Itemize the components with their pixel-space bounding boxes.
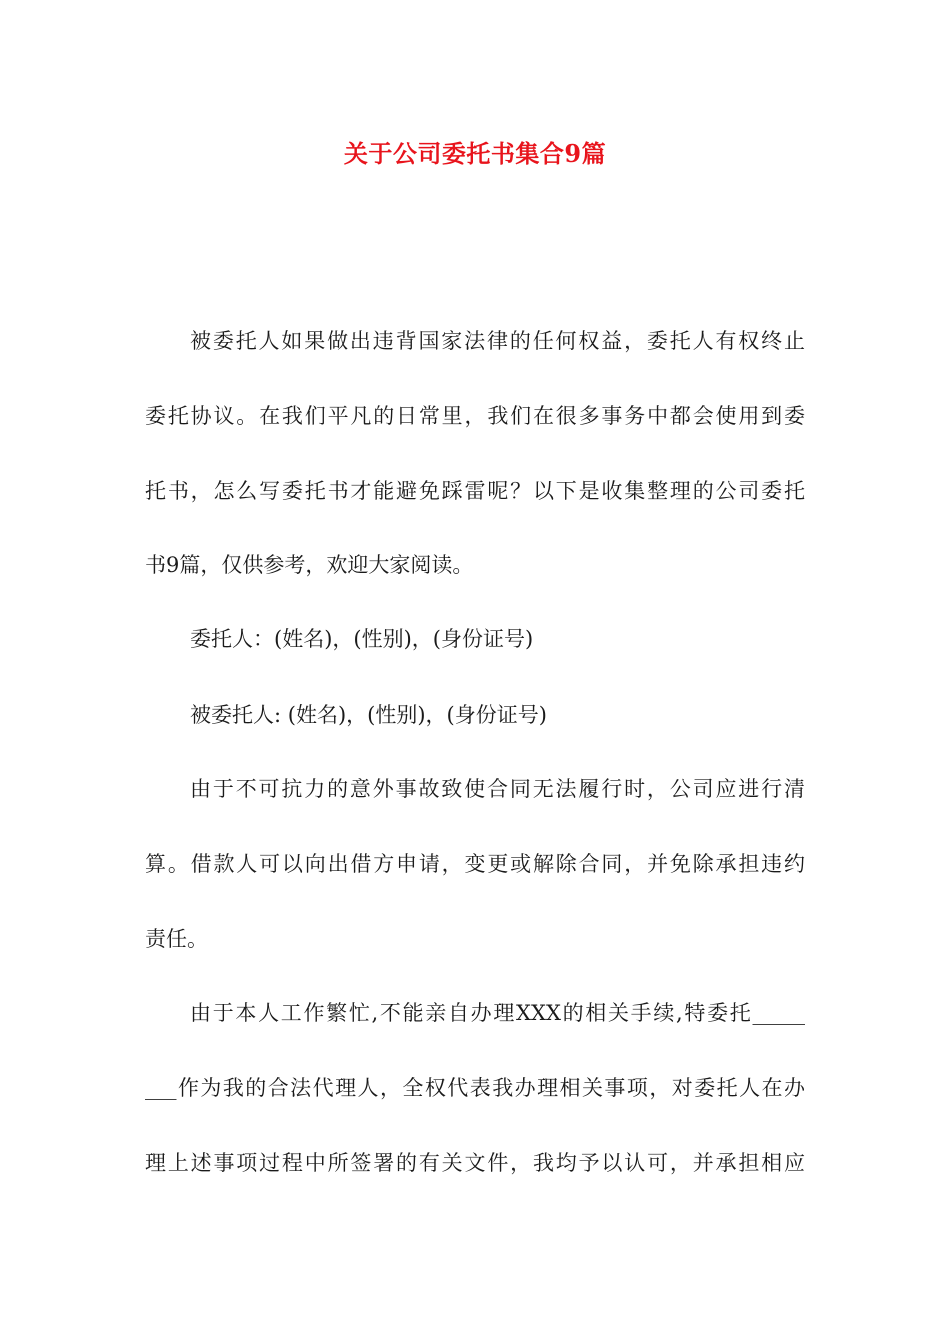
document-title: 关于公司委托书集合9篇 [343, 139, 607, 168]
paragraph-line: 理上述事项过程中所签署的有关文件，我均予以认可，并承担相应 [145, 1151, 805, 1175]
paragraph-line: 算。借款人可以向出借方申请，变更或解除合同，并免除承担违约 [145, 852, 805, 876]
paragraph-line: 责任。 [145, 927, 208, 951]
paragraph-line: 由于本人工作繁忙,不能亲自办理XXX的相关手续,特委托_____ [190, 1001, 805, 1025]
paragraph-line: 被委托人如果做出违背国家法律的任何权益，委托人有权终止 [190, 329, 805, 353]
paragraph-line: 委托人：(姓名)，(性别)，(身份证号) [190, 627, 534, 651]
paragraph-line: 委托协议。在我们平凡的日常里，我们在很多事务中都会使用到委 [145, 404, 805, 428]
paragraph-line: ___作为我的合法代理人，全权代表我办理相关事项，对委托人在办 [145, 1076, 805, 1100]
paragraph-line: 被委托人: (姓名)，(性别)，(身份证号) [190, 703, 547, 727]
paragraph-line: 书9篇，仅供参考，欢迎大家阅读。 [145, 553, 474, 577]
paragraph-line: 托书，怎么写委托书才能避免踩雷呢？以下是收集整理的公司委托 [145, 479, 805, 503]
paragraph-line: 由于不可抗力的意外事故致使合同无法履行时，公司应进行清 [190, 777, 805, 801]
